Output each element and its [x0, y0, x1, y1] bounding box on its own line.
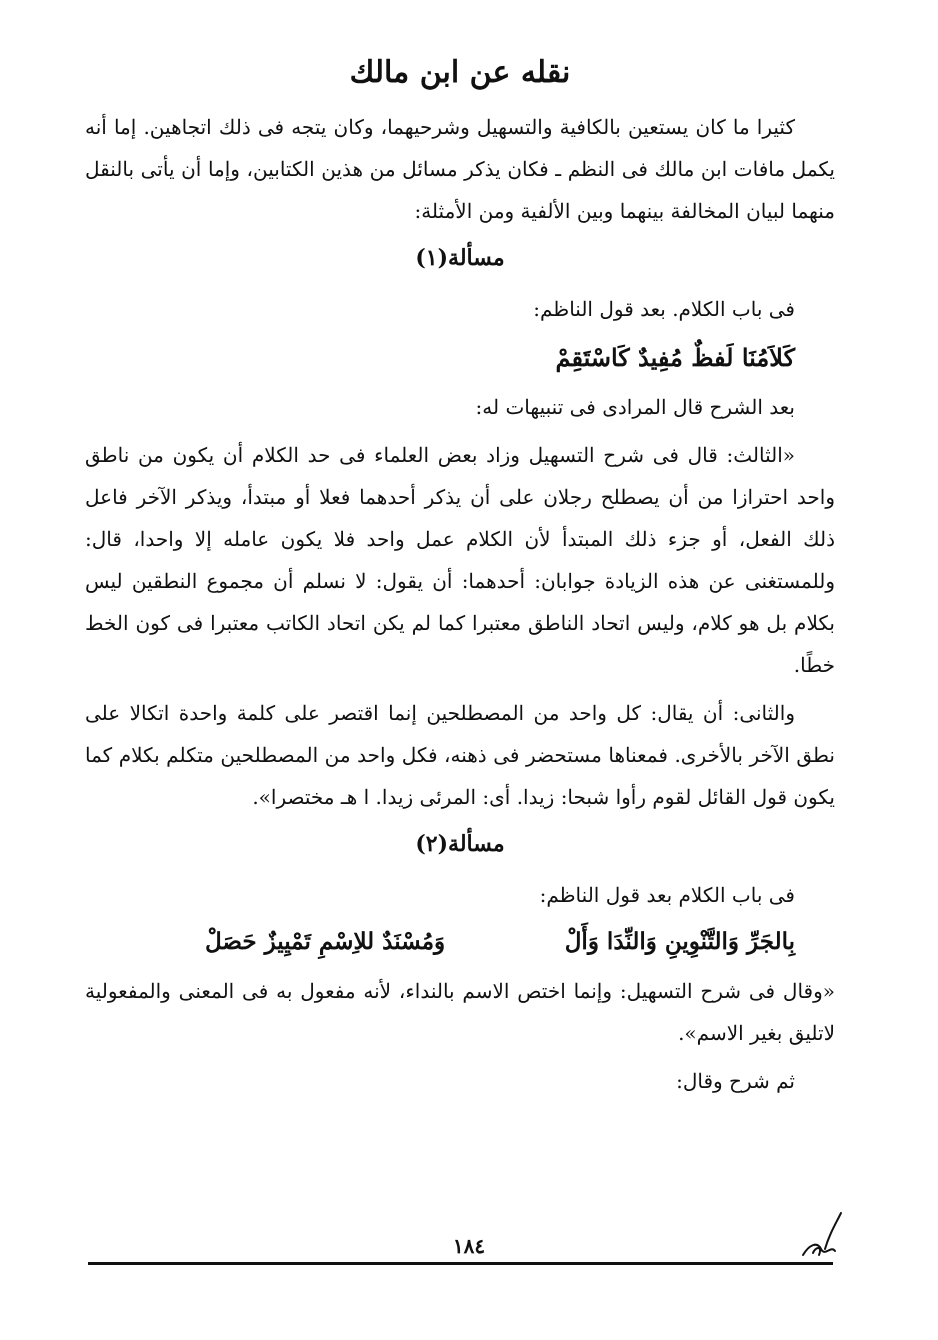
issue-1-heading: مسألة(١)	[415, 245, 505, 271]
issue-1-after: بعد الشرح قال المرادى فى تنبيهات له:	[475, 395, 795, 419]
intro-paragraph: كثيرا ما كان يستعين بالكافية والتسهيل وشرحيهما، وكان يتجه فى ذلك اتجاهين. إما أنه يكمل مافات ابن مالك فى النظم ـ فكان يذكر مسائل من هذين الكتابين، وإما أن يأتى بالنقل منهما لبيان المخالفة بينهما وبين الألفية ومن الأمثلة:	[85, 115, 835, 223]
issue-1-context: فى باب الكلام. بعد قول الناظم:	[533, 297, 795, 321]
issue-2-quote: «وقال فى شرح التسهيل: وإنما اختص الاسم بالنداء، لأنه مفعول به فى المعنى والمفعولية لاتليق بغير الاسم».	[85, 979, 835, 1045]
issue-1-quote-2: والثانى: أن يقال: كل واحد من المصطلحين إنما اقتصر على كلمة واحدة اتكالا على نطق الآخر بالأخرى. فمعناها مستحضر فى ذهنه، فكل واحد من المصطلحين متكلم بكلام كما يكون قول القائل لقوم رأوا شبحا: زيدا. أى: المرئى زيدا. ا هـ مختصرا».	[85, 701, 835, 809]
page-number: ١٨٤	[452, 1234, 486, 1258]
issue-2-verse-first-hemistich: بِالجَرِّ وَالتَّنْوِينِ وَالنِّدَا وَأَلْ	[564, 928, 795, 955]
issue-2-verse-second-hemistich: وَمُسْنَدٌ للاِسْمِ تَمْيِيزٌ حَصَلْ	[205, 928, 446, 955]
issue-2-context: فى باب الكلام بعد قول الناظم:	[539, 883, 795, 907]
page-content	[85, 55, 835, 1102]
footer-divider	[88, 1262, 833, 1265]
issue-1-quote-1: «الثالث: قال فى شرح التسهيل وزاد بعض العلماء فى حد الكلام أن يكون من ناطق واحد احترازا من أن يصطلح رجلان على أن يذكر أحدهما فعلا أو مبتدأ، ويذكر الآخر فاعل ذلك الفعل، أو جزء ذلك المبتدأ لأن الكلام عمل واحد فلا يكون عامله إلا واحدا، قال: وللمستغنى عن هذه الزيادة جوابان: أحدهما: أن يقول: لا نسلم أن مجموع النطقين ليس بكلام بل هو كلام، وليس اتحاد الناطق معتبرا كما لم يكن اتحاد الكاتب معتبرا فى كون الخط خطًا.	[85, 443, 835, 677]
issue-2-after: ثم شرح وقال:	[676, 1069, 795, 1093]
issue-2-verse	[85, 920, 835, 964]
issue-1-verse: كَلاَمُنَا لَفظٌ مُفِيدٌ كَاسْتَقِمْ	[555, 343, 795, 372]
signature-icon	[795, 1205, 845, 1265]
page-title: نقله عن ابن مالك	[349, 55, 571, 90]
issue-2-heading: مسألة(٢)	[415, 831, 505, 857]
